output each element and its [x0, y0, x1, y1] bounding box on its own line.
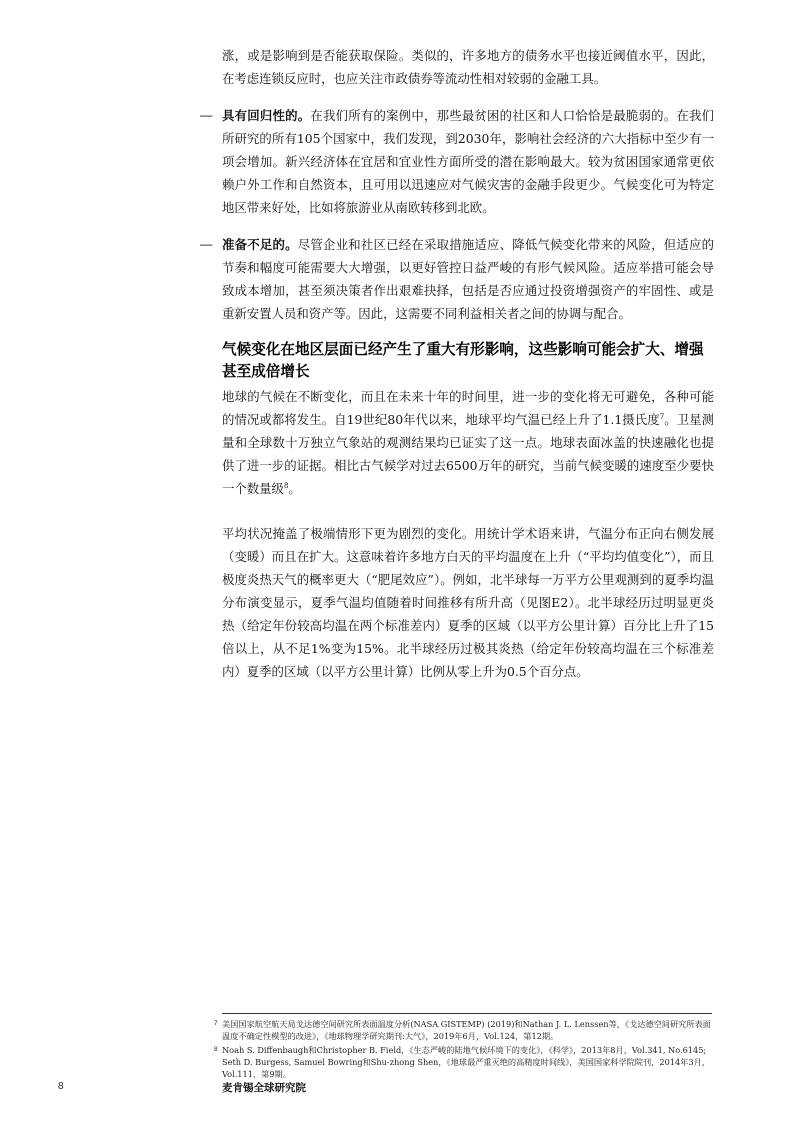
- bullet-title: 具有回归性的。: [222, 108, 311, 123]
- footnote-number: 7: [214, 1020, 218, 1027]
- page-number: 8: [58, 1081, 64, 1092]
- para-text: 地球的气候在不断变化，而且在未来十年的时间里，进一步的变化将无可避免，各种可能的情况或都将发生。自19世纪80年代以来，地球平均气温已经上升了1.1摄氏度: [222, 389, 714, 427]
- bullet-dash: —: [200, 237, 213, 251]
- footnotes: [214, 1013, 712, 1082]
- para-text: 。卫星测量和全球数十万独立气象站的观测结果均已证实了这一点。地球表面冰盖的快速融化也提供了进一步的证据。相比古气候学对过去6500万年的研究，当前气候变暖的速度至少要快一个数量级: [222, 412, 714, 496]
- main-content: [200, 44, 715, 705]
- footnote-ref-8[interactable]: 8: [283, 481, 289, 490]
- footnote-ref-7[interactable]: 7: [659, 412, 665, 421]
- para-text: 。: [288, 481, 301, 496]
- continuation-paragraph: 涨，或是影响到是否能获取保险。类似的，许多地方的债务水平也接近阈值水平，因此，在考虑连锁反应时，也应关注市政债券等流动性相对较弱的金融工具。: [222, 48, 714, 86]
- footnote-number: 8: [214, 1046, 218, 1053]
- bullet-title: 准备不足的。: [222, 237, 298, 252]
- body-paragraph-climate: [222, 385, 714, 500]
- bullet-paragraph: [222, 233, 714, 325]
- bullet-paragraph: [222, 104, 714, 219]
- footnote: [214, 1018, 712, 1042]
- body-paragraph-extremes: 平均状况掩盖了极端情形下更为剧烈的变化。用统计学术语来讲，气温分布正向右侧发展（变暖）而且在扩大。这意味着许多地方白天的平均温度在上升（“平均均值变化”），而且极度炎热天气的概率更大（“肥尾效应”）。例如，北半球每一万平方公里观测到的夏季均温分布演变显示，夏季气温均值随着时间推移有所升高（见图E2）。北半球经历过明显更炎热（给定年份较高均温在两个标准差内）夏季的区域（以平方公里计算）百分比上升了15倍以上，从不足1%变为15%。北半球经历过极其炎热（给定年份较高均温在三个标准差内）夏季的区域（以平方公里计算）比例从零上升为0.5个百分点。: [222, 526, 714, 679]
- bullet-text: 尽管企业和社区已经在采取措施适应、降低气候变化带来的风险，但适应的节奏和幅度可能需要大大增强，以更好管控日益严峻的有形气候风险。适应举措可能会导致成本增加，甚至须决策者作出艰难抉择，包括是否应通过投资增强资产的牢固性、或是重新安置人员和资产等。因此，这需要不同利益相关者之间的协调与配合。: [222, 237, 715, 321]
- footnote-text: Noah S. Diffenbaugh和Christopher B. Field，《生态严峻的陆地气候环境下的变化》，《科学》，2013年8月，Vol.341, No.6145; Seth D. Burgess, Samuel Bowring和Shu-zhong Shen，《地球最严重灭绝的高精度时间线》，美国国家科学院院刊，2014年3月，Vol.111，第9期。: [222, 1045, 710, 1079]
- footnote: [214, 1044, 712, 1080]
- publisher-name: 麦肯锡全球研究院: [222, 1082, 306, 1094]
- section-heading: 气候变化在地区层面已经产生了重大有形影响，这些影响可能会扩大、增强甚至成倍增长: [222, 342, 704, 380]
- bullet-underprepared: [200, 233, 715, 325]
- bullet-text: 在我们所有的案例中，那些最贫困的社区和人口恰恰是最脆弱的。在我们所研究的所有105个国家中，我们发现，到2030年，影响社会经济的六大指标中至少有一项会增加。新兴经济体在宜居和宜业性方面所受的潜在影响最大。较为贫困国家通常更依赖户外工作和自然资本，且可用以迅速应对气候灾害的金融手段更少。气候变化可为特定地区带来好处，比如将旅游业从南欧转移到北欧。: [222, 108, 715, 215]
- bullet-dash: —: [200, 108, 213, 122]
- bullet-regressive: [200, 104, 715, 219]
- footnote-text: 美国国家航空航天局戈达德空间研究所表面温度分析(NASA GISTEMP) (2019)和Nathan J. L. Lenssen等，《戈达德空间研究所表面温度不确定性模型的改进》，《地球物理学研究期刊:大气》，2019年6月，Vol.124，第12期。: [222, 1019, 711, 1041]
